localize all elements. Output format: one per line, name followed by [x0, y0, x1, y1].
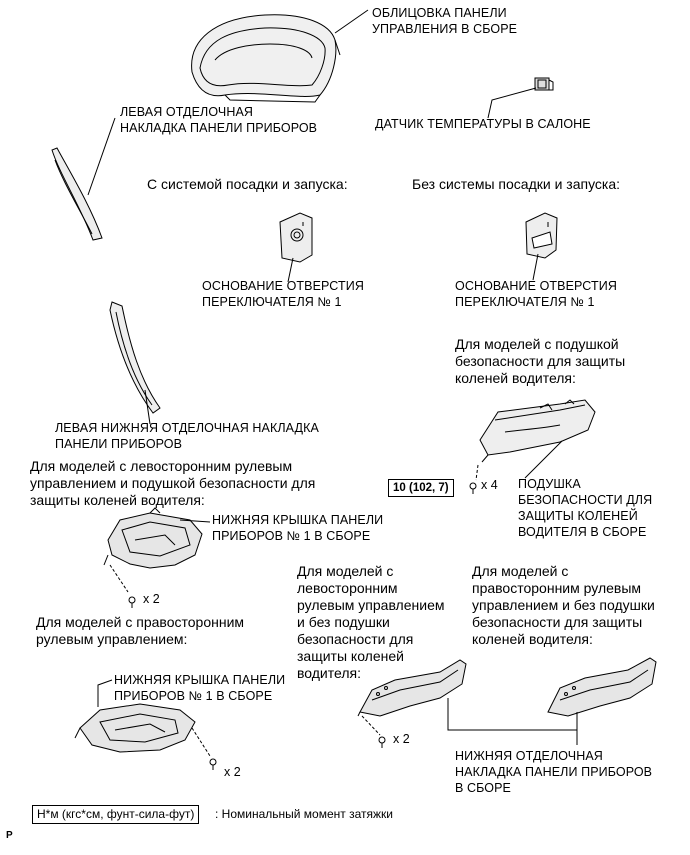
airbag-bolt-qty: x 4 — [481, 478, 498, 492]
leader-cluster — [335, 10, 368, 33]
label-knee-airbag: ПОДУШКА БЕЗОПАСНОСТИ ДЛЯ ЗАЩИТЫ КОЛЕНЕЙ ВОДИТЕЛЯ В СБОРЕ — [518, 477, 653, 539]
heading-rhd-without-airbag: Для моделей с правосторонним рулевым управлением и без подушки безопасности для защиты коленей водителя: — [472, 563, 655, 647]
label-lower-trim-assy: НИЖНЯЯ ОТДЕЛОЧНАЯ НАКЛАДКА ПАНЕЛИ ПРИБОРОВ В СБОРЕ — [455, 749, 653, 795]
trim-screw-qty: x 2 — [393, 732, 410, 746]
legend-box: Н*м (кгс*см, фунт-сила-фут) — [32, 805, 199, 824]
legend-text: : Номинальный момент затяжки — [215, 807, 393, 821]
heading-without-smart-entry: Без системы посадки и запуска: — [412, 176, 621, 192]
temp-sensor-part — [535, 78, 553, 90]
leader-temp-sensor — [488, 88, 536, 118]
leader-switch-base-b — [533, 254, 538, 280]
leader-lower-cover-b — [98, 680, 112, 707]
dash-cover-a-screw — [110, 565, 128, 592]
heading-with-smart-entry: С системой посадки и запуска: — [147, 176, 348, 192]
cover-b-screw-icon — [210, 759, 216, 770]
corner-mark: P — [6, 830, 13, 841]
knee-airbag-part — [480, 400, 595, 462]
label-left-lower-trim: ЛЕВАЯ НИЖНЯЯ ОТДЕЛОЧНАЯ НАКЛАДКА ПАНЕЛИ ПРИБОРОВ — [55, 421, 319, 451]
label-lower-cover-b: НИЖНЯЯ КРЫШКА ПАНЕЛИ ПРИБОРОВ № 1 В СБОРЕ — [114, 673, 286, 703]
label-lower-cover-a: НИЖНЯЯ КРЫШКА ПАНЕЛИ ПРИБОРОВ № 1 В СБОРЕ — [212, 513, 384, 543]
lower-trim-right-part — [548, 658, 656, 716]
label-switch-base-a: ОСНОВАНИЕ ОТВЕРСТИЯ ПЕРЕКЛЮЧАТЕЛЯ № 1 — [202, 279, 364, 309]
leader-left-trim — [88, 118, 115, 195]
dash-trim-screw — [362, 716, 380, 735]
heading-with-knee-airbag: Для моделей с подушкой безопасности для защиты коленей водителя: — [455, 336, 626, 386]
heading-lhd-without-airbag: Для моделей с левосторонним рулевым управлением и без подушки безопасности для защиты коленей водителя: — [297, 563, 445, 681]
heading-lhd-with-airbag: Для моделей с левосторонним рулевым управлением и подушкой безопасности для защиты коленей водителя: — [30, 458, 316, 508]
switch-base-b-part — [526, 213, 557, 258]
airbag-bolt-icon — [470, 483, 476, 494]
lower-cover-b-part — [75, 704, 195, 752]
cover-b-screw-qty: x 2 — [224, 765, 241, 779]
cover-a-screw-icon — [129, 597, 135, 608]
dash-airbag-bolt — [476, 465, 478, 480]
label-cluster-panel: ОБЛИЦОВКА ПАНЕЛИ УПРАВЛЕНИЯ В СБОРЕ — [372, 6, 518, 36]
cover-a-screw-qty: x 2 — [143, 592, 160, 606]
torque-spec-box: 10 (102, 7) — [388, 479, 454, 497]
label-temp-sensor: ДАТЧИК ТЕМПЕРАТУРЫ В САЛОНЕ — [375, 117, 591, 131]
heading-rhd: Для моделей с правосторонним рулевым управлением: — [36, 614, 245, 647]
left-trim-part — [52, 148, 102, 240]
left-lower-trim-part — [110, 302, 160, 413]
label-left-trim: ЛЕВАЯ ОТДЕЛОЧНАЯ НАКЛАДКА ПАНЕЛИ ПРИБОРОВ — [120, 105, 318, 135]
cluster-panel-part — [192, 15, 340, 102]
dash-cover-b-screw — [192, 728, 210, 756]
switch-base-a-part — [280, 213, 312, 262]
lower-cover-a-part — [104, 508, 202, 568]
label-switch-base-b: ОСНОВАНИЕ ОТВЕРСТИЯ ПЕРЕКЛЮЧАТЕЛЯ № 1 — [455, 279, 617, 309]
trim-screw-icon — [379, 737, 385, 748]
